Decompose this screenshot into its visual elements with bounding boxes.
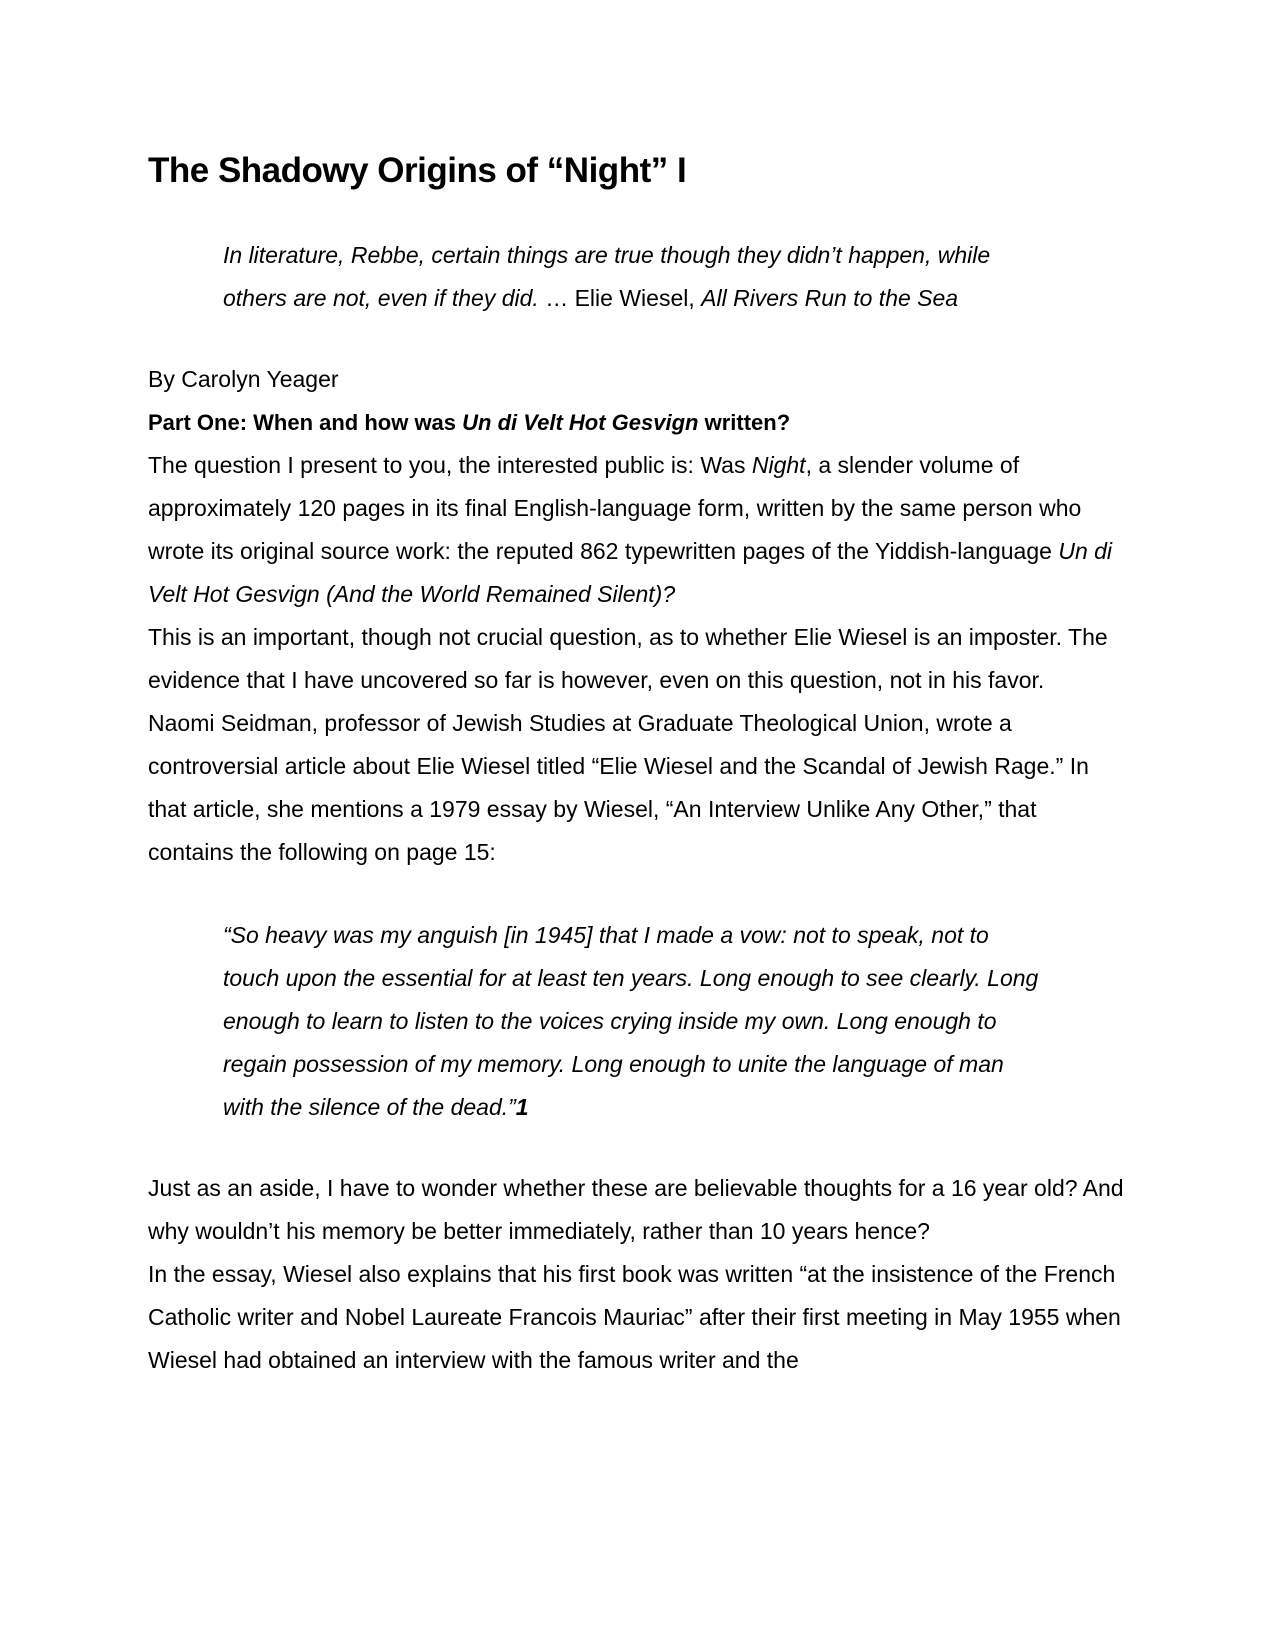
part-one-heading bbox=[148, 401, 1128, 444]
paragraph-1-yiddish-title: Un di Velt Hot Gesvign (And the World Remained Silent)? bbox=[148, 538, 1113, 607]
epigraph-ellipsis: … bbox=[538, 285, 575, 311]
paragraph-1-text-b: , a slender volume of approximately 120 pages in its final English-language form, written by the same person who wrote its original source work: the reputed 862 typewritten pages of the Yiddish-language bbox=[148, 452, 1082, 564]
footnote-marker: 1 bbox=[515, 1094, 529, 1120]
epigraph-source: All Rivers Run to the Sea bbox=[701, 285, 959, 311]
paragraph-4: Just as an aside, I have to wonder whether these are believable thoughts for a 16 year old? And why wouldn’t his memory be better immediately, rather than 10 years hence? bbox=[148, 1175, 1124, 1244]
epigraph bbox=[223, 234, 1043, 320]
byline: By Carolyn Yeager bbox=[148, 366, 339, 392]
paragraph-3: Naomi Seidman, professor of Jewish Studies at Graduate Theological Union, wrote a controversial article about Elie Wiesel titled “Elie Wiesel and the Scandal of Jewish Rage.” In that article, she mentions a 1979 essay by Wiesel, “An Interview Unlike Any Other,” that contains the following on page 15: bbox=[148, 710, 1089, 865]
paragraph-1 bbox=[148, 444, 1128, 616]
epigraph-author: Elie Wiesel, bbox=[574, 285, 702, 311]
paragraph-1-text-a: The question I present to you, the interested public is: Was bbox=[148, 452, 752, 478]
block-quote-text: “So heavy was my anguish [in 1945] that I made a vow: not to speak, not to touch upon the essential for at least ten years. Long enough to see clearly. Long enough to learn to listen to the voices crying inside my own. Long enough to regain possession of my memory. Long enough to unite the language of man with the silence of the dead.” bbox=[223, 922, 1039, 1120]
epigraph-quote: In literature, Rebbe, certain things are true though they didn’t happen, while others are not, even if they did. bbox=[223, 242, 991, 311]
part-one-prefix: Part One: When and how was bbox=[148, 410, 463, 435]
part-one-suffix: written? bbox=[698, 410, 791, 435]
block-quote bbox=[223, 914, 1043, 1129]
part-one-book-title: Un di Velt Hot Gesvign bbox=[462, 410, 699, 435]
document-page bbox=[148, 150, 1128, 1382]
paragraph-5: In the essay, Wiesel also explains that his first book was written “at the insistence of the French Catholic writer and Nobel Laureate Francois Mauriac” after their first meeting in May 1955 when Wiesel had obtained an interview with the famous writer and the bbox=[148, 1261, 1121, 1373]
document-title: The Shadowy Origins of “Night” I bbox=[148, 151, 687, 190]
paragraph-2: This is an important, though not crucial question, as to whether Elie Wiesel is an imposter. The evidence that I have uncovered so far is however, even on this question, not in his favor. bbox=[148, 624, 1108, 693]
paragraph-1-night-title: Night bbox=[751, 452, 806, 478]
